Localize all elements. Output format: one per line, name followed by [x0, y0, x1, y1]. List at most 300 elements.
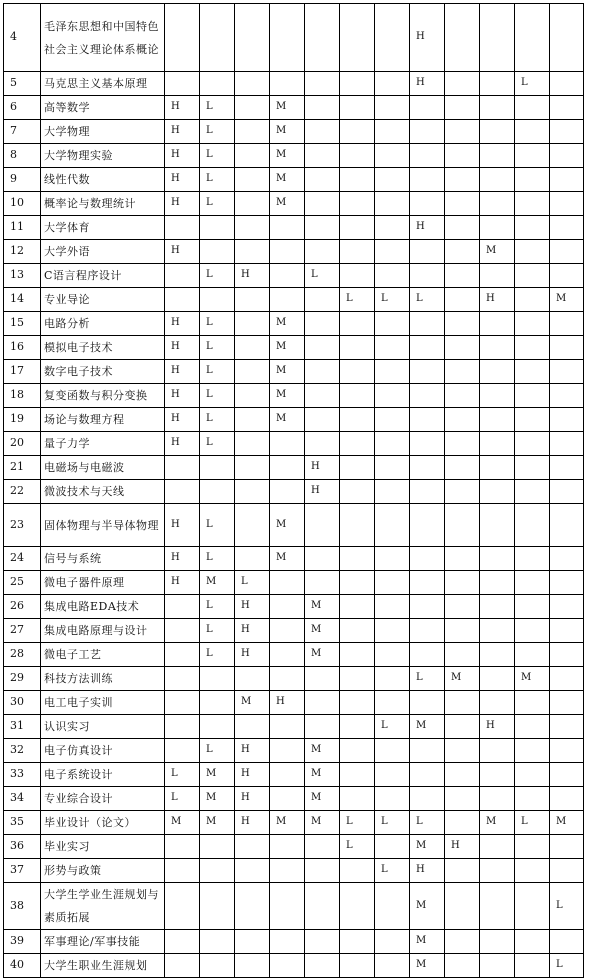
support-level-cell — [410, 144, 445, 168]
support-level-cell — [340, 787, 375, 811]
support-level-cell: M — [270, 96, 305, 120]
support-level-cell: H — [410, 4, 445, 72]
support-level-cell: H — [165, 240, 200, 264]
support-level-cell — [340, 216, 375, 240]
support-level-cell — [550, 643, 584, 667]
support-level-cell — [445, 72, 480, 96]
support-level-cell — [550, 336, 584, 360]
row-number: 27 — [4, 619, 41, 643]
support-level-cell — [235, 835, 270, 859]
support-level-cell — [375, 883, 410, 930]
support-level-cell — [375, 930, 410, 954]
course-name: 数字电子技术 — [41, 360, 165, 384]
support-level-cell: H — [165, 336, 200, 360]
support-level-cell — [480, 763, 515, 787]
support-level-cell — [550, 408, 584, 432]
table-row — [4, 763, 584, 787]
support-level-cell — [550, 619, 584, 643]
support-level-cell: L — [200, 96, 235, 120]
support-level-cell — [550, 859, 584, 883]
support-level-cell — [340, 691, 375, 715]
support-level-cell — [515, 954, 550, 978]
support-level-cell — [445, 96, 480, 120]
support-level-cell: M — [270, 168, 305, 192]
row-number: 37 — [4, 859, 41, 883]
support-level-cell — [165, 643, 200, 667]
support-level-cell — [165, 216, 200, 240]
support-level-cell: L — [375, 811, 410, 835]
support-level-cell — [480, 312, 515, 336]
support-level-cell: L — [200, 120, 235, 144]
support-level-cell: M — [165, 811, 200, 835]
support-level-cell — [235, 480, 270, 504]
support-level-cell — [550, 96, 584, 120]
support-level-cell — [515, 595, 550, 619]
support-level-cell: M — [305, 619, 340, 643]
support-level-cell — [515, 264, 550, 288]
support-level-cell: M — [550, 811, 584, 835]
support-level-cell — [165, 691, 200, 715]
support-level-cell — [445, 384, 480, 408]
support-level-cell — [165, 619, 200, 643]
support-level-cell — [375, 360, 410, 384]
course-name: 形势与政策 — [41, 859, 165, 883]
support-level-cell — [340, 120, 375, 144]
row-number: 19 — [4, 408, 41, 432]
support-level-cell — [340, 336, 375, 360]
support-level-cell: L — [375, 288, 410, 312]
support-level-cell: M — [305, 787, 340, 811]
support-level-cell — [515, 930, 550, 954]
support-level-cell: L — [305, 264, 340, 288]
support-level-cell — [480, 883, 515, 930]
support-level-cell — [235, 96, 270, 120]
support-level-cell — [340, 619, 375, 643]
support-level-cell — [550, 456, 584, 480]
support-level-cell: H — [480, 715, 515, 739]
support-level-cell — [305, 715, 340, 739]
support-level-cell: H — [165, 120, 200, 144]
support-level-cell — [515, 432, 550, 456]
support-level-cell: L — [235, 571, 270, 595]
support-level-cell — [375, 144, 410, 168]
support-level-cell: L — [200, 643, 235, 667]
support-level-cell — [410, 312, 445, 336]
support-level-cell: M — [200, 787, 235, 811]
support-level-cell — [235, 360, 270, 384]
support-level-cell — [235, 504, 270, 547]
support-level-cell — [480, 739, 515, 763]
course-name: 量子力学 — [41, 432, 165, 456]
support-level-cell — [515, 456, 550, 480]
support-level-cell — [410, 547, 445, 571]
support-level-cell: L — [550, 883, 584, 930]
table-row — [4, 312, 584, 336]
support-level-cell — [200, 930, 235, 954]
course-name: 毛泽东思想和中国特色社会主义理论体系概论 — [41, 4, 165, 72]
support-level-cell: M — [270, 547, 305, 571]
support-level-cell — [200, 667, 235, 691]
support-level-cell — [340, 240, 375, 264]
support-level-cell — [235, 432, 270, 456]
support-level-cell — [270, 739, 305, 763]
support-level-cell — [445, 859, 480, 883]
support-level-cell — [410, 643, 445, 667]
support-level-cell — [515, 192, 550, 216]
support-level-cell: L — [340, 835, 375, 859]
row-number: 22 — [4, 480, 41, 504]
row-number: 39 — [4, 930, 41, 954]
course-name: 大学体育 — [41, 216, 165, 240]
support-level-cell: L — [165, 787, 200, 811]
support-level-cell: L — [200, 384, 235, 408]
support-level-cell — [235, 384, 270, 408]
support-level-cell: H — [165, 168, 200, 192]
support-level-cell: M — [270, 144, 305, 168]
support-level-cell — [480, 432, 515, 456]
support-level-cell — [340, 408, 375, 432]
support-level-cell — [200, 480, 235, 504]
support-level-cell — [340, 4, 375, 72]
support-level-cell — [235, 336, 270, 360]
support-level-cell: L — [200, 547, 235, 571]
course-name: 概率论与数理统计 — [41, 192, 165, 216]
support-level-cell — [375, 216, 410, 240]
support-level-cell — [550, 835, 584, 859]
support-level-cell — [515, 384, 550, 408]
course-name: 微电子工艺 — [41, 643, 165, 667]
support-level-cell — [445, 360, 480, 384]
support-level-cell — [235, 456, 270, 480]
support-level-cell — [270, 787, 305, 811]
support-level-cell: M — [200, 763, 235, 787]
support-level-cell — [480, 408, 515, 432]
support-level-cell: M — [410, 715, 445, 739]
support-level-cell: H — [235, 811, 270, 835]
course-name: 集成电路EDA技术 — [41, 595, 165, 619]
support-level-cell: M — [550, 288, 584, 312]
course-name: 微波技术与天线 — [41, 480, 165, 504]
support-level-cell — [515, 739, 550, 763]
support-level-cell — [445, 336, 480, 360]
support-level-cell: L — [200, 408, 235, 432]
support-level-cell — [235, 72, 270, 96]
support-level-cell — [200, 715, 235, 739]
support-level-cell — [480, 384, 515, 408]
support-level-cell: L — [200, 432, 235, 456]
support-level-cell — [410, 763, 445, 787]
support-level-cell: L — [515, 72, 550, 96]
support-level-cell — [445, 739, 480, 763]
support-level-cell — [305, 240, 340, 264]
support-level-cell — [515, 763, 550, 787]
support-level-cell — [480, 96, 515, 120]
support-level-cell — [410, 408, 445, 432]
support-level-cell: M — [270, 360, 305, 384]
row-number: 25 — [4, 571, 41, 595]
support-level-cell — [305, 336, 340, 360]
support-level-cell — [305, 96, 340, 120]
support-level-cell — [515, 691, 550, 715]
support-level-cell — [305, 835, 340, 859]
support-level-cell — [165, 954, 200, 978]
support-level-cell: H — [165, 384, 200, 408]
course-name: 电路分析 — [41, 312, 165, 336]
support-level-cell — [340, 168, 375, 192]
support-level-cell — [480, 480, 515, 504]
support-level-cell — [340, 480, 375, 504]
support-level-cell — [305, 312, 340, 336]
support-level-cell — [340, 72, 375, 96]
support-level-cell — [375, 192, 410, 216]
support-level-cell — [375, 432, 410, 456]
support-level-cell — [375, 408, 410, 432]
support-level-cell: H — [235, 643, 270, 667]
support-level-cell: L — [200, 504, 235, 547]
support-level-cell — [445, 456, 480, 480]
support-level-cell — [270, 667, 305, 691]
table-row — [4, 144, 584, 168]
course-name: 电子仿真设计 — [41, 739, 165, 763]
support-level-cell — [480, 168, 515, 192]
support-level-cell — [480, 336, 515, 360]
support-level-cell — [235, 954, 270, 978]
support-level-cell: M — [270, 312, 305, 336]
support-level-cell — [480, 456, 515, 480]
support-level-cell — [375, 384, 410, 408]
support-level-cell — [270, 264, 305, 288]
support-level-cell — [200, 456, 235, 480]
row-number: 33 — [4, 763, 41, 787]
support-level-cell — [270, 571, 305, 595]
support-level-cell — [375, 96, 410, 120]
support-level-cell — [305, 691, 340, 715]
support-level-cell — [515, 144, 550, 168]
table-row — [4, 432, 584, 456]
support-level-cell — [340, 144, 375, 168]
support-level-cell — [270, 4, 305, 72]
support-level-cell — [550, 715, 584, 739]
support-level-cell — [550, 480, 584, 504]
support-level-cell — [375, 643, 410, 667]
row-number: 5 — [4, 72, 41, 96]
support-level-cell — [550, 739, 584, 763]
support-level-cell: H — [445, 835, 480, 859]
table-row — [4, 691, 584, 715]
support-level-cell — [200, 835, 235, 859]
support-level-cell: L — [410, 667, 445, 691]
support-level-cell — [550, 787, 584, 811]
support-level-cell — [410, 432, 445, 456]
course-name: 专业综合设计 — [41, 787, 165, 811]
course-name: 复变函数与积分变换 — [41, 384, 165, 408]
support-level-cell — [480, 264, 515, 288]
support-level-cell — [270, 883, 305, 930]
support-level-cell: L — [200, 360, 235, 384]
support-level-cell — [270, 859, 305, 883]
support-level-cell — [480, 930, 515, 954]
support-level-cell — [515, 547, 550, 571]
support-level-cell — [165, 883, 200, 930]
support-level-cell — [445, 571, 480, 595]
support-level-cell — [165, 264, 200, 288]
support-level-cell — [340, 432, 375, 456]
support-level-cell — [340, 883, 375, 930]
support-level-cell: H — [235, 763, 270, 787]
support-level-cell — [305, 72, 340, 96]
course-name: 线性代数 — [41, 168, 165, 192]
row-number: 32 — [4, 739, 41, 763]
support-level-cell — [445, 216, 480, 240]
support-level-cell — [410, 360, 445, 384]
support-level-cell — [270, 456, 305, 480]
support-level-cell — [235, 144, 270, 168]
course-matrix-table — [3, 3, 584, 978]
support-level-cell — [270, 432, 305, 456]
table-row — [4, 216, 584, 240]
table-row — [4, 192, 584, 216]
support-level-cell — [270, 954, 305, 978]
row-number: 38 — [4, 883, 41, 930]
table-row — [4, 408, 584, 432]
support-level-cell — [375, 691, 410, 715]
course-name: 大学生职业生涯规划 — [41, 954, 165, 978]
support-level-cell — [445, 432, 480, 456]
support-level-cell — [515, 120, 550, 144]
support-level-cell — [340, 312, 375, 336]
support-level-cell — [200, 72, 235, 96]
support-level-cell — [235, 859, 270, 883]
course-name: 大学物理实验 — [41, 144, 165, 168]
support-level-cell — [165, 456, 200, 480]
support-level-cell — [235, 240, 270, 264]
support-level-cell — [550, 360, 584, 384]
support-level-cell: H — [305, 456, 340, 480]
support-level-cell — [340, 739, 375, 763]
support-level-cell — [550, 432, 584, 456]
support-level-cell: H — [165, 571, 200, 595]
course-name: 高等数学 — [41, 96, 165, 120]
support-level-cell: M — [305, 811, 340, 835]
support-level-cell — [480, 72, 515, 96]
support-level-cell: L — [340, 288, 375, 312]
table-row — [4, 930, 584, 954]
support-level-cell: M — [410, 835, 445, 859]
support-level-cell — [480, 643, 515, 667]
support-level-cell: H — [165, 408, 200, 432]
support-level-cell — [235, 192, 270, 216]
support-level-cell — [340, 595, 375, 619]
support-level-cell — [375, 739, 410, 763]
support-level-cell: L — [200, 595, 235, 619]
support-level-cell — [200, 954, 235, 978]
support-level-cell — [270, 240, 305, 264]
support-level-cell — [515, 715, 550, 739]
support-level-cell — [410, 384, 445, 408]
support-level-cell — [550, 240, 584, 264]
row-number: 28 — [4, 643, 41, 667]
support-level-cell — [550, 384, 584, 408]
support-level-cell — [445, 930, 480, 954]
row-number: 20 — [4, 432, 41, 456]
support-level-cell — [165, 480, 200, 504]
table-row — [4, 96, 584, 120]
course-name: 集成电路原理与设计 — [41, 619, 165, 643]
support-level-cell — [410, 120, 445, 144]
support-level-cell: H — [235, 595, 270, 619]
support-level-cell — [550, 763, 584, 787]
table-row — [4, 360, 584, 384]
support-level-cell: H — [235, 787, 270, 811]
support-level-cell — [165, 930, 200, 954]
support-level-cell — [410, 619, 445, 643]
support-level-cell — [235, 216, 270, 240]
support-level-cell: L — [200, 168, 235, 192]
table-row — [4, 240, 584, 264]
support-level-cell — [515, 4, 550, 72]
support-level-cell — [375, 480, 410, 504]
support-level-cell: M — [445, 667, 480, 691]
support-level-cell — [550, 667, 584, 691]
table-row — [4, 835, 584, 859]
course-name: 微电子器件原理 — [41, 571, 165, 595]
support-level-cell — [270, 595, 305, 619]
row-number: 14 — [4, 288, 41, 312]
support-level-cell — [445, 883, 480, 930]
support-level-cell — [340, 384, 375, 408]
row-number: 30 — [4, 691, 41, 715]
support-level-cell — [165, 715, 200, 739]
table-row — [4, 787, 584, 811]
support-level-cell — [235, 312, 270, 336]
support-level-cell: M — [305, 643, 340, 667]
support-level-cell — [445, 619, 480, 643]
support-level-cell: L — [200, 192, 235, 216]
support-level-cell: M — [410, 930, 445, 954]
support-level-cell — [445, 240, 480, 264]
support-level-cell — [515, 643, 550, 667]
support-level-cell: H — [235, 264, 270, 288]
support-level-cell: L — [550, 954, 584, 978]
support-level-cell — [340, 571, 375, 595]
support-level-cell — [305, 504, 340, 547]
support-level-cell — [305, 144, 340, 168]
support-level-cell — [410, 240, 445, 264]
table-body — [4, 4, 584, 978]
support-level-cell — [550, 504, 584, 547]
support-level-cell — [200, 216, 235, 240]
support-level-cell — [305, 192, 340, 216]
row-number: 29 — [4, 667, 41, 691]
row-number: 9 — [4, 168, 41, 192]
support-level-cell: L — [200, 336, 235, 360]
support-level-cell — [410, 168, 445, 192]
support-level-cell — [445, 715, 480, 739]
support-level-cell — [305, 930, 340, 954]
support-level-cell — [375, 336, 410, 360]
row-number: 15 — [4, 312, 41, 336]
support-level-cell — [340, 192, 375, 216]
support-level-cell: M — [200, 811, 235, 835]
support-level-cell — [445, 954, 480, 978]
support-level-cell — [550, 216, 584, 240]
row-number: 34 — [4, 787, 41, 811]
support-level-cell — [305, 859, 340, 883]
support-level-cell — [550, 144, 584, 168]
support-level-cell — [480, 595, 515, 619]
support-level-cell — [515, 216, 550, 240]
table-row — [4, 547, 584, 571]
